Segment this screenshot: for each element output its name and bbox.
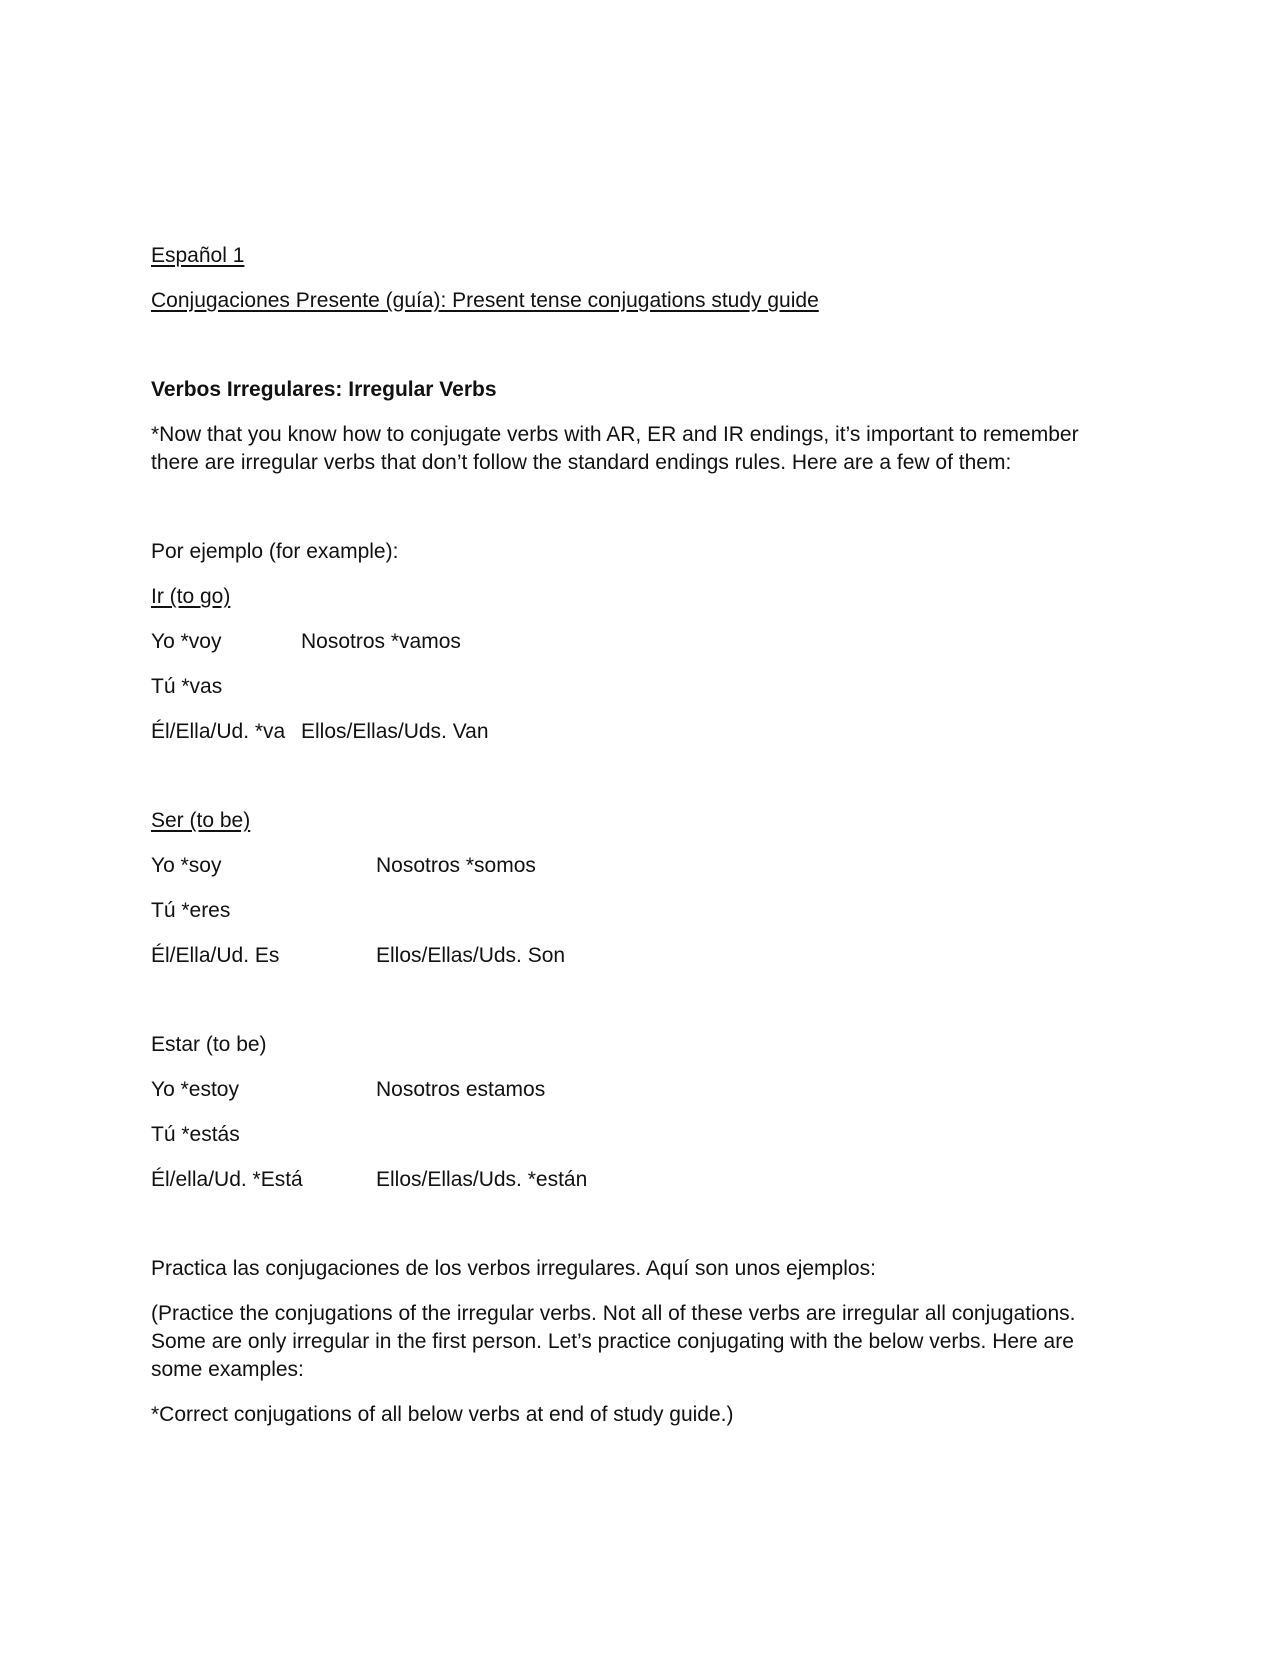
conjugation-singular: Él/Ella/Ud. *va bbox=[151, 720, 286, 743]
course-title: Español 1 bbox=[151, 244, 245, 267]
conjugation-singular: Él/ella/Ud. *Está bbox=[151, 1168, 303, 1191]
practice-note: *Correct conjugations of all below verbs at end of study guide.) bbox=[151, 1403, 734, 1426]
document-title: Conjugaciones Presente (guía): Present tense conjugations study guide bbox=[151, 289, 819, 312]
verb-title-ir: Ir (to go) bbox=[151, 585, 231, 608]
conjugation-singular: Yo *estoy bbox=[151, 1078, 239, 1101]
spacer bbox=[151, 1211, 1111, 1255]
conjugation-plural: Nosotros *somos bbox=[376, 854, 536, 877]
spacer bbox=[151, 494, 1111, 538]
verb-title-ser: Ser (to be) bbox=[151, 809, 251, 832]
practice-instruction: Practica las conjugaciones de los verbos irregulares. Aquí son unos ejemplos: bbox=[151, 1257, 876, 1280]
conjugation-row bbox=[151, 1076, 1111, 1104]
spacer bbox=[151, 332, 1111, 376]
conjugation-singular: Tú *eres bbox=[151, 899, 231, 922]
conjugation-row bbox=[151, 628, 1111, 656]
conjugation-row bbox=[151, 718, 1111, 746]
conjugation-plural: Ellos/Ellas/Uds. Van bbox=[301, 720, 489, 743]
conjugation-row bbox=[151, 1121, 1111, 1149]
section-heading: Verbos Irregulares: Irregular Verbs bbox=[151, 378, 497, 401]
conjugation-plural: Ellos/Ellas/Uds. Son bbox=[376, 944, 566, 967]
spacer bbox=[151, 763, 1111, 807]
conjugation-singular: Tú *vas bbox=[151, 675, 223, 698]
conjugation-singular: Yo *soy bbox=[151, 854, 222, 877]
conjugation-row bbox=[151, 942, 1111, 970]
conjugation-row bbox=[151, 852, 1111, 880]
spacer bbox=[151, 987, 1111, 1031]
conjugation-plural: Ellos/Ellas/Uds. *están bbox=[376, 1168, 588, 1191]
conjugation-row bbox=[151, 1166, 1111, 1194]
example-label: Por ejemplo (for example): bbox=[151, 540, 399, 563]
document-body bbox=[151, 242, 1111, 1446]
conjugation-row bbox=[151, 897, 1111, 925]
conjugation-plural: Nosotros *vamos bbox=[301, 630, 461, 653]
verb-title-estar: Estar (to be) bbox=[151, 1033, 267, 1056]
practice-translation: (Practice the conjugations of the irregular verbs. Not all of these verbs are irregular all conjugations. Some are only irregular in the first person. Let’s practice conjugating with the below verbs. Here are some examples: bbox=[151, 1302, 1076, 1381]
conjugation-singular: Yo *voy bbox=[151, 630, 222, 653]
conjugation-singular: Tú *estás bbox=[151, 1123, 240, 1146]
conjugation-plural: Nosotros estamos bbox=[376, 1078, 546, 1101]
intro-paragraph: *Now that you know how to conjugate verbs with AR, ER and IR endings, it’s important to remember there are irregular verbs that don’t follow the standard endings rules. Here are a few of them: bbox=[151, 423, 1079, 474]
conjugation-singular: Él/Ella/Ud. Es bbox=[151, 944, 280, 967]
conjugation-row bbox=[151, 673, 1111, 701]
